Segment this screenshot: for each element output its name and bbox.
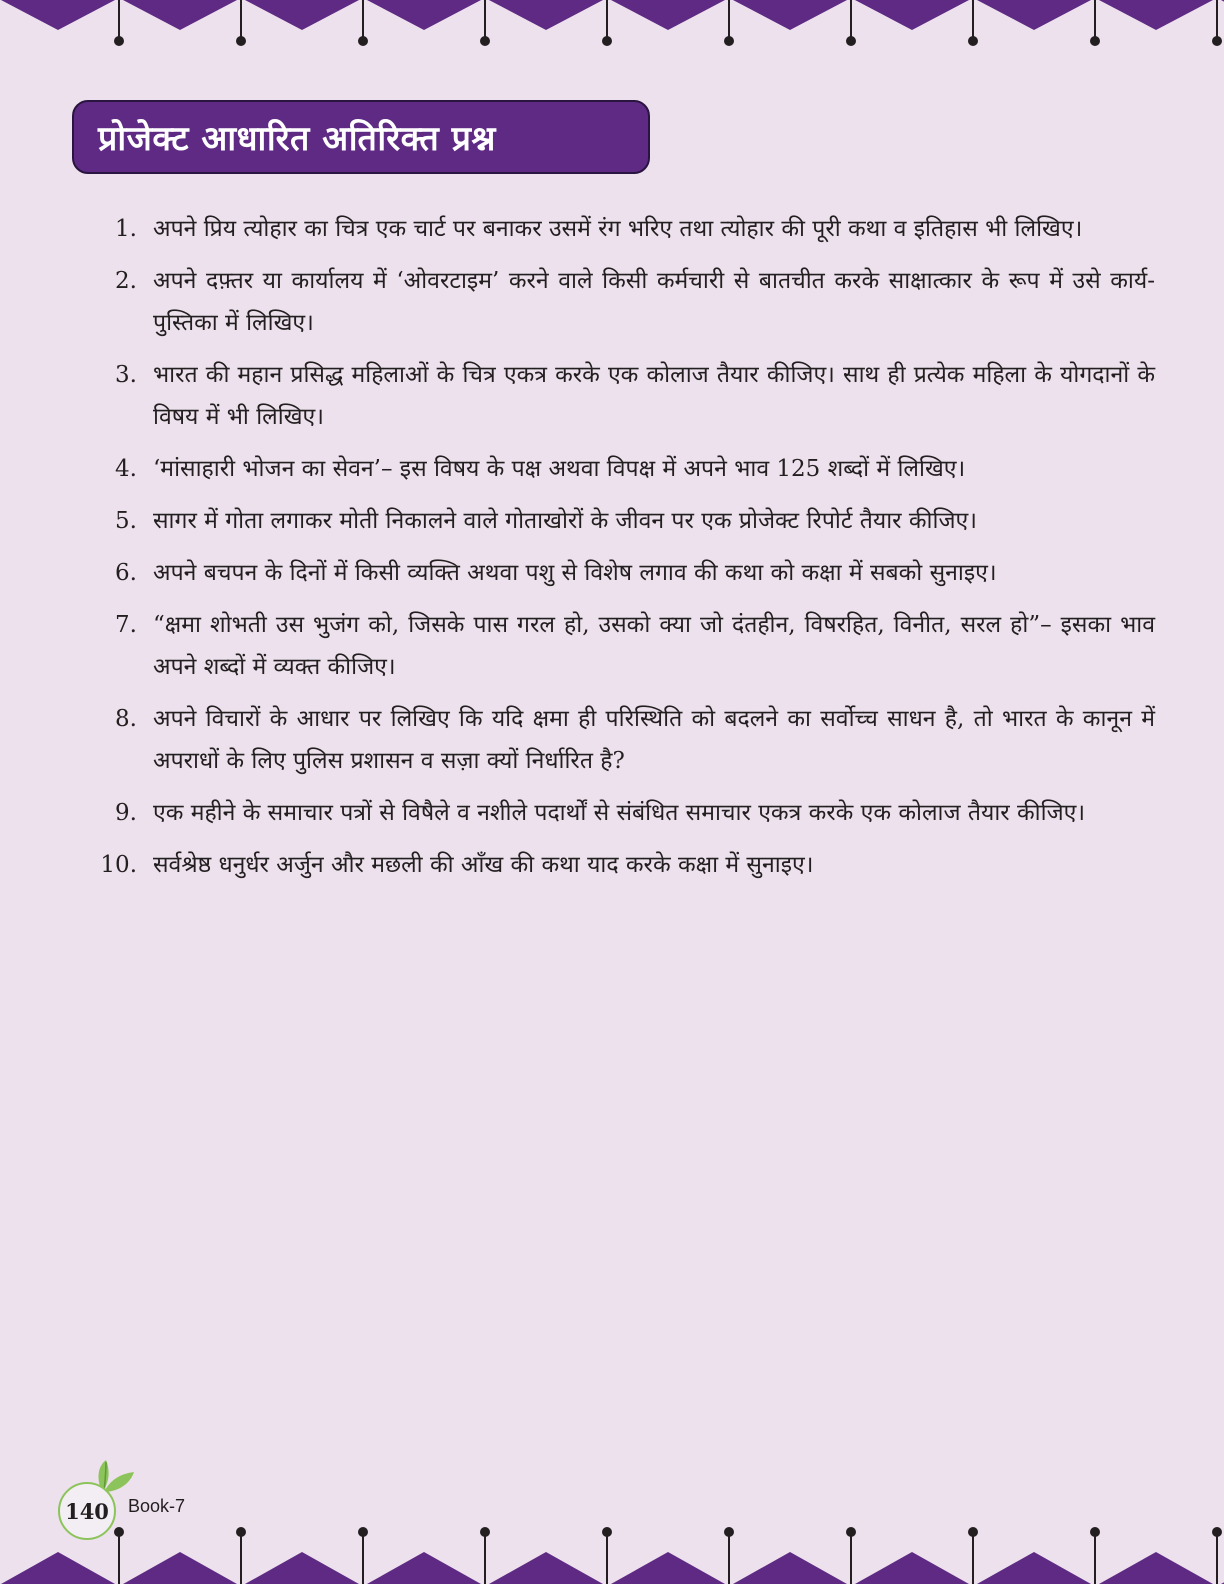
border-pin-dot (359, 1528, 367, 1536)
question-text: एक महीने के समाचार पत्रों से विषैले व नशीले पदार्थों से संबंधित समाचार एकत्र करके एक कोलाज तैयार कीजिए। (153, 800, 1086, 826)
border-pin-dot (603, 1528, 611, 1536)
question-number: 7. (115, 612, 137, 638)
question-text: अपने प्रिय त्योहार का चित्र एक चार्ट पर बनाकर उसमें रंग भरिए तथा त्योहार की पूरी कथा व इतिहास भी लिखिए। (153, 216, 1083, 242)
page-number: 140 (65, 1498, 109, 1524)
question-number: 3. (115, 362, 137, 388)
border-pin-dot (359, 37, 367, 45)
border-triangle (855, 1552, 969, 1584)
border-triangle (1, 1552, 115, 1584)
section-title: प्रोजेक्ट आधारित अतिरिक्त प्रश्न (98, 119, 496, 159)
border-triangle (367, 1552, 481, 1584)
top-decorative-border (0, 0, 1224, 60)
border-pin-dot (603, 37, 611, 45)
border-triangle (855, 0, 969, 30)
question-item (85, 354, 1155, 438)
border-triangle (1099, 0, 1213, 30)
border-triangle (611, 1552, 725, 1584)
question-item (85, 208, 1155, 250)
border-pin-dot (847, 1528, 855, 1536)
border-triangle (245, 1552, 359, 1584)
question-item (85, 698, 1155, 782)
border-pin-dot (237, 1528, 245, 1536)
border-pin-dot (115, 1528, 123, 1536)
border-triangle (123, 0, 237, 30)
border-triangle (1, 0, 115, 30)
border-pin-dot (1091, 1528, 1099, 1536)
question-text: ‘मांसाहारी भोजन का सेवन’– इस विषय के पक्ष अथवा विपक्ष में अपने भाव 125 शब्दों में लिखिए। (153, 456, 966, 482)
question-item (85, 792, 1155, 834)
border-triangle (1099, 1552, 1213, 1584)
border-triangle (611, 0, 725, 30)
question-text: अपने बचपन के दिनों में किसी व्यक्ति अथवा पशु से विशेष लगाव की कथा को कक्षा में सबको सुनाइए। (153, 560, 997, 586)
border-pin-dot (969, 1528, 977, 1536)
border-pin-dot (1091, 37, 1099, 45)
border-triangle (489, 0, 603, 30)
border-pin-dot (725, 1528, 733, 1536)
question-text: अपने विचारों के आधार पर लिखिए कि यदि क्षमा ही परिस्थिति को बदलने का सर्वोच्च साधन है, तो भारत के कानून में अपराधों के लिए पुलिस प्रशासन व सज़ा क्यों निर्धारित है? (153, 706, 1155, 774)
border-pin-dot (1213, 1528, 1221, 1536)
border-triangle (733, 0, 847, 30)
question-item (85, 552, 1155, 594)
question-item (85, 844, 1155, 886)
question-number: 1. (115, 216, 137, 242)
question-number: 8. (115, 706, 137, 732)
question-number: 6. (115, 560, 137, 586)
question-number: 2. (115, 268, 137, 294)
border-triangle (489, 1552, 603, 1584)
question-text: भारत की महान प्रसिद्ध महिलाओं के चित्र एकत्र करके एक कोलाज तैयार कीजिए। साथ ही प्रत्येक महिला के योगदानों के विषय में भी लिखिए। (153, 362, 1155, 430)
question-text: सर्वश्रेष्ठ धनुर्धर अर्जुन और मछली की आँख की कथा याद करके कक्षा में सुनाइए। (153, 852, 814, 878)
border-triangle (123, 1552, 237, 1584)
question-number: 4. (115, 456, 137, 482)
border-triangle (977, 1552, 1091, 1584)
question-list (85, 208, 1155, 896)
border-pin-dot (1213, 37, 1221, 45)
border-pin-dot (481, 37, 489, 45)
border-pin-dot (115, 37, 123, 45)
border-pin-dot (481, 1528, 489, 1536)
border-pin-dot (969, 37, 977, 45)
question-item (85, 260, 1155, 344)
border-triangle (245, 0, 359, 30)
border-pin-dot (237, 37, 245, 45)
border-pin-dot (847, 37, 855, 45)
bottom-decorative-border (0, 1524, 1224, 1584)
border-triangle (977, 0, 1091, 30)
page-footer (58, 1458, 258, 1528)
question-item (85, 604, 1155, 688)
book-label: Book-7 (128, 1496, 186, 1516)
question-text: सागर में गोता लगाकर मोती निकालने वाले गोताखोरों के जीवन पर एक प्रोजेक्ट रिपोर्ट तैयार कीजिए। (153, 508, 977, 534)
question-text: अपने दफ़्तर या कार्यालय में ‘ओवरटाइम’ करने वाले किसी कर्मचारी से बातचीत करके साक्षात्कार के रूप में उसे कार्य-पुस्तिका में लिखिए। (153, 268, 1155, 336)
border-triangle (367, 0, 481, 30)
question-number: 9. (115, 800, 137, 826)
border-pin-dot (725, 37, 733, 45)
question-number: 10. (100, 852, 137, 878)
question-number: 5. (115, 508, 137, 534)
question-text: “क्षमा शोभती उस भुजंग को, जिसके पास गरल हो, उसको क्या जो दंतहीन, विषरहित, विनीत, सरल हो”– इसका भाव अपने शब्दों में व्यक्त कीजिए। (153, 612, 1155, 680)
question-item (85, 500, 1155, 542)
section-title-banner (72, 100, 650, 174)
border-triangle (733, 1552, 847, 1584)
question-item (85, 448, 1155, 490)
